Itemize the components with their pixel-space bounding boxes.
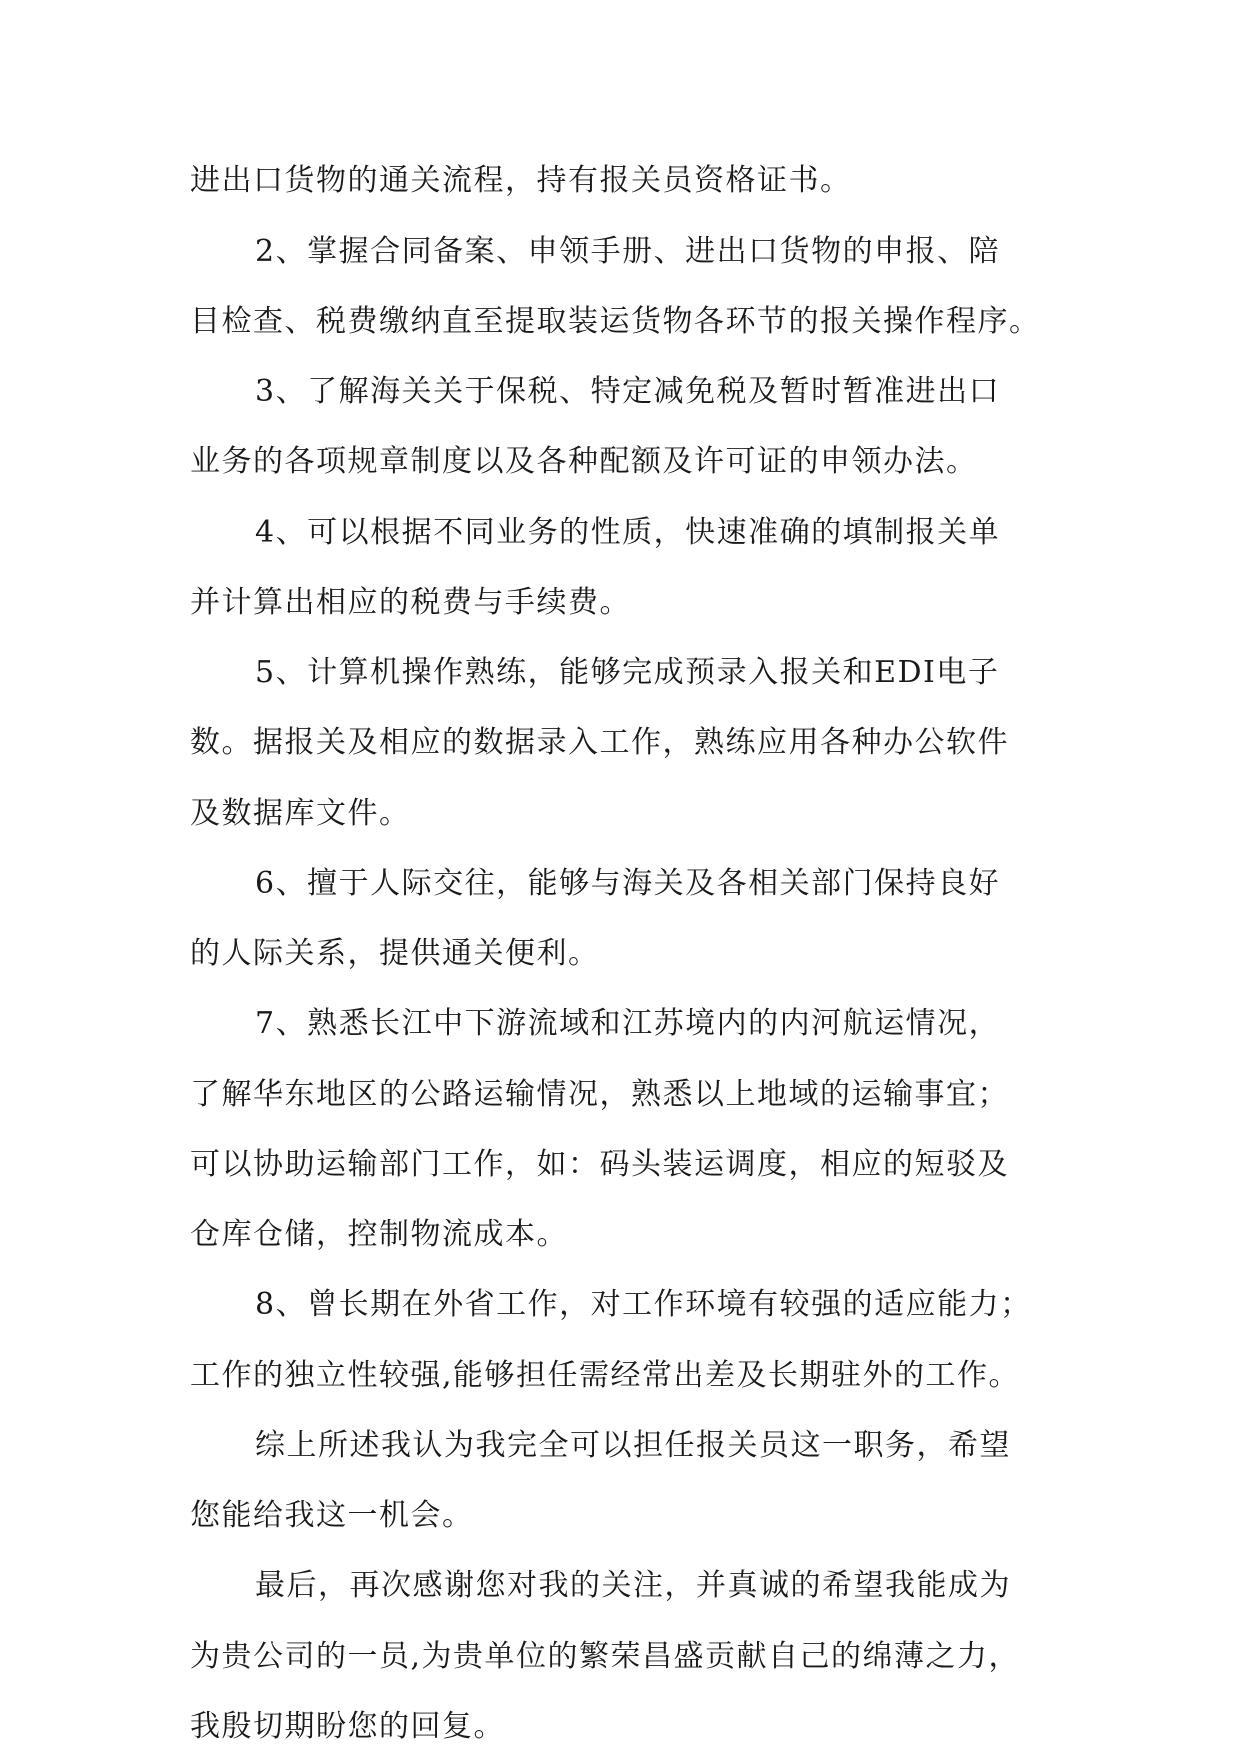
text-line: 仓库仓储，控制物流成本。 (190, 1217, 568, 1252)
text-line: 数。据报关及相应的数据录入工作，熟练应用各种办公软件 (190, 725, 1009, 760)
text-line: 我殷切期盼您的回复。 (190, 1709, 505, 1744)
text-line: 2、掌握合同备案、申领手册、进出口货物的申报、陪 (255, 234, 1001, 269)
text-line: 最后，再次感谢您对我的关注，并真诚的希望我能成为 (255, 1568, 1011, 1603)
text-line: 6、擅于人际交往，能够与海关及各相关部门保持良好 (255, 866, 1001, 901)
text-line: 7、熟悉长江中下游流域和江苏境内的内河航运情况， (255, 1006, 1001, 1041)
text-line: 了解华东地区的公路运输情况，熟悉以上地域的运输事宜； (190, 1077, 1009, 1112)
text-line: 可以协助运输部门工作，如：码头装运调度，相应的短驳及 (190, 1147, 1009, 1182)
text-line: 4、可以根据不同业务的性质，快速准确的填制报关单 (255, 515, 1001, 550)
text-line: 5、计算机操作熟练，能够完成预录入报关和EDI电子 (255, 655, 1000, 690)
text-line: 为贵公司的一员,为贵单位的繁荣昌盛贡献自己的绵薄之力， (190, 1639, 1021, 1674)
text-line: 业务的各项规章制度以及各种配额及许可证的申领办法。 (190, 444, 978, 479)
text-line: 目检查、税费缴纳直至提取装运货物各环节的报关操作程序。 (190, 304, 1041, 339)
text-line: 进出口货物的通关流程，持有报关员资格证书。 (190, 163, 852, 198)
text-line: 您能给我这一机会。 (190, 1498, 474, 1533)
text-line: 3、了解海关关于保税、特定减免税及暂时暂准进出口 (255, 374, 1001, 409)
text-line: 并计算出相应的税费与手续费。 (190, 585, 631, 620)
text-line: 工作的独立性较强,能够担任需经常出差及长期驻外的工作。 (190, 1358, 1021, 1393)
text-line: 8、曾长期在外省工作，对工作环境有较强的适应能力； (255, 1287, 1032, 1322)
text-line: 综上所述我认为我完全可以担任报关员这一职务，希望 (255, 1428, 1011, 1463)
text-line: 的人际关系，提供通关便利。 (190, 936, 600, 971)
text-line: 及数据库文件。 (190, 796, 411, 831)
